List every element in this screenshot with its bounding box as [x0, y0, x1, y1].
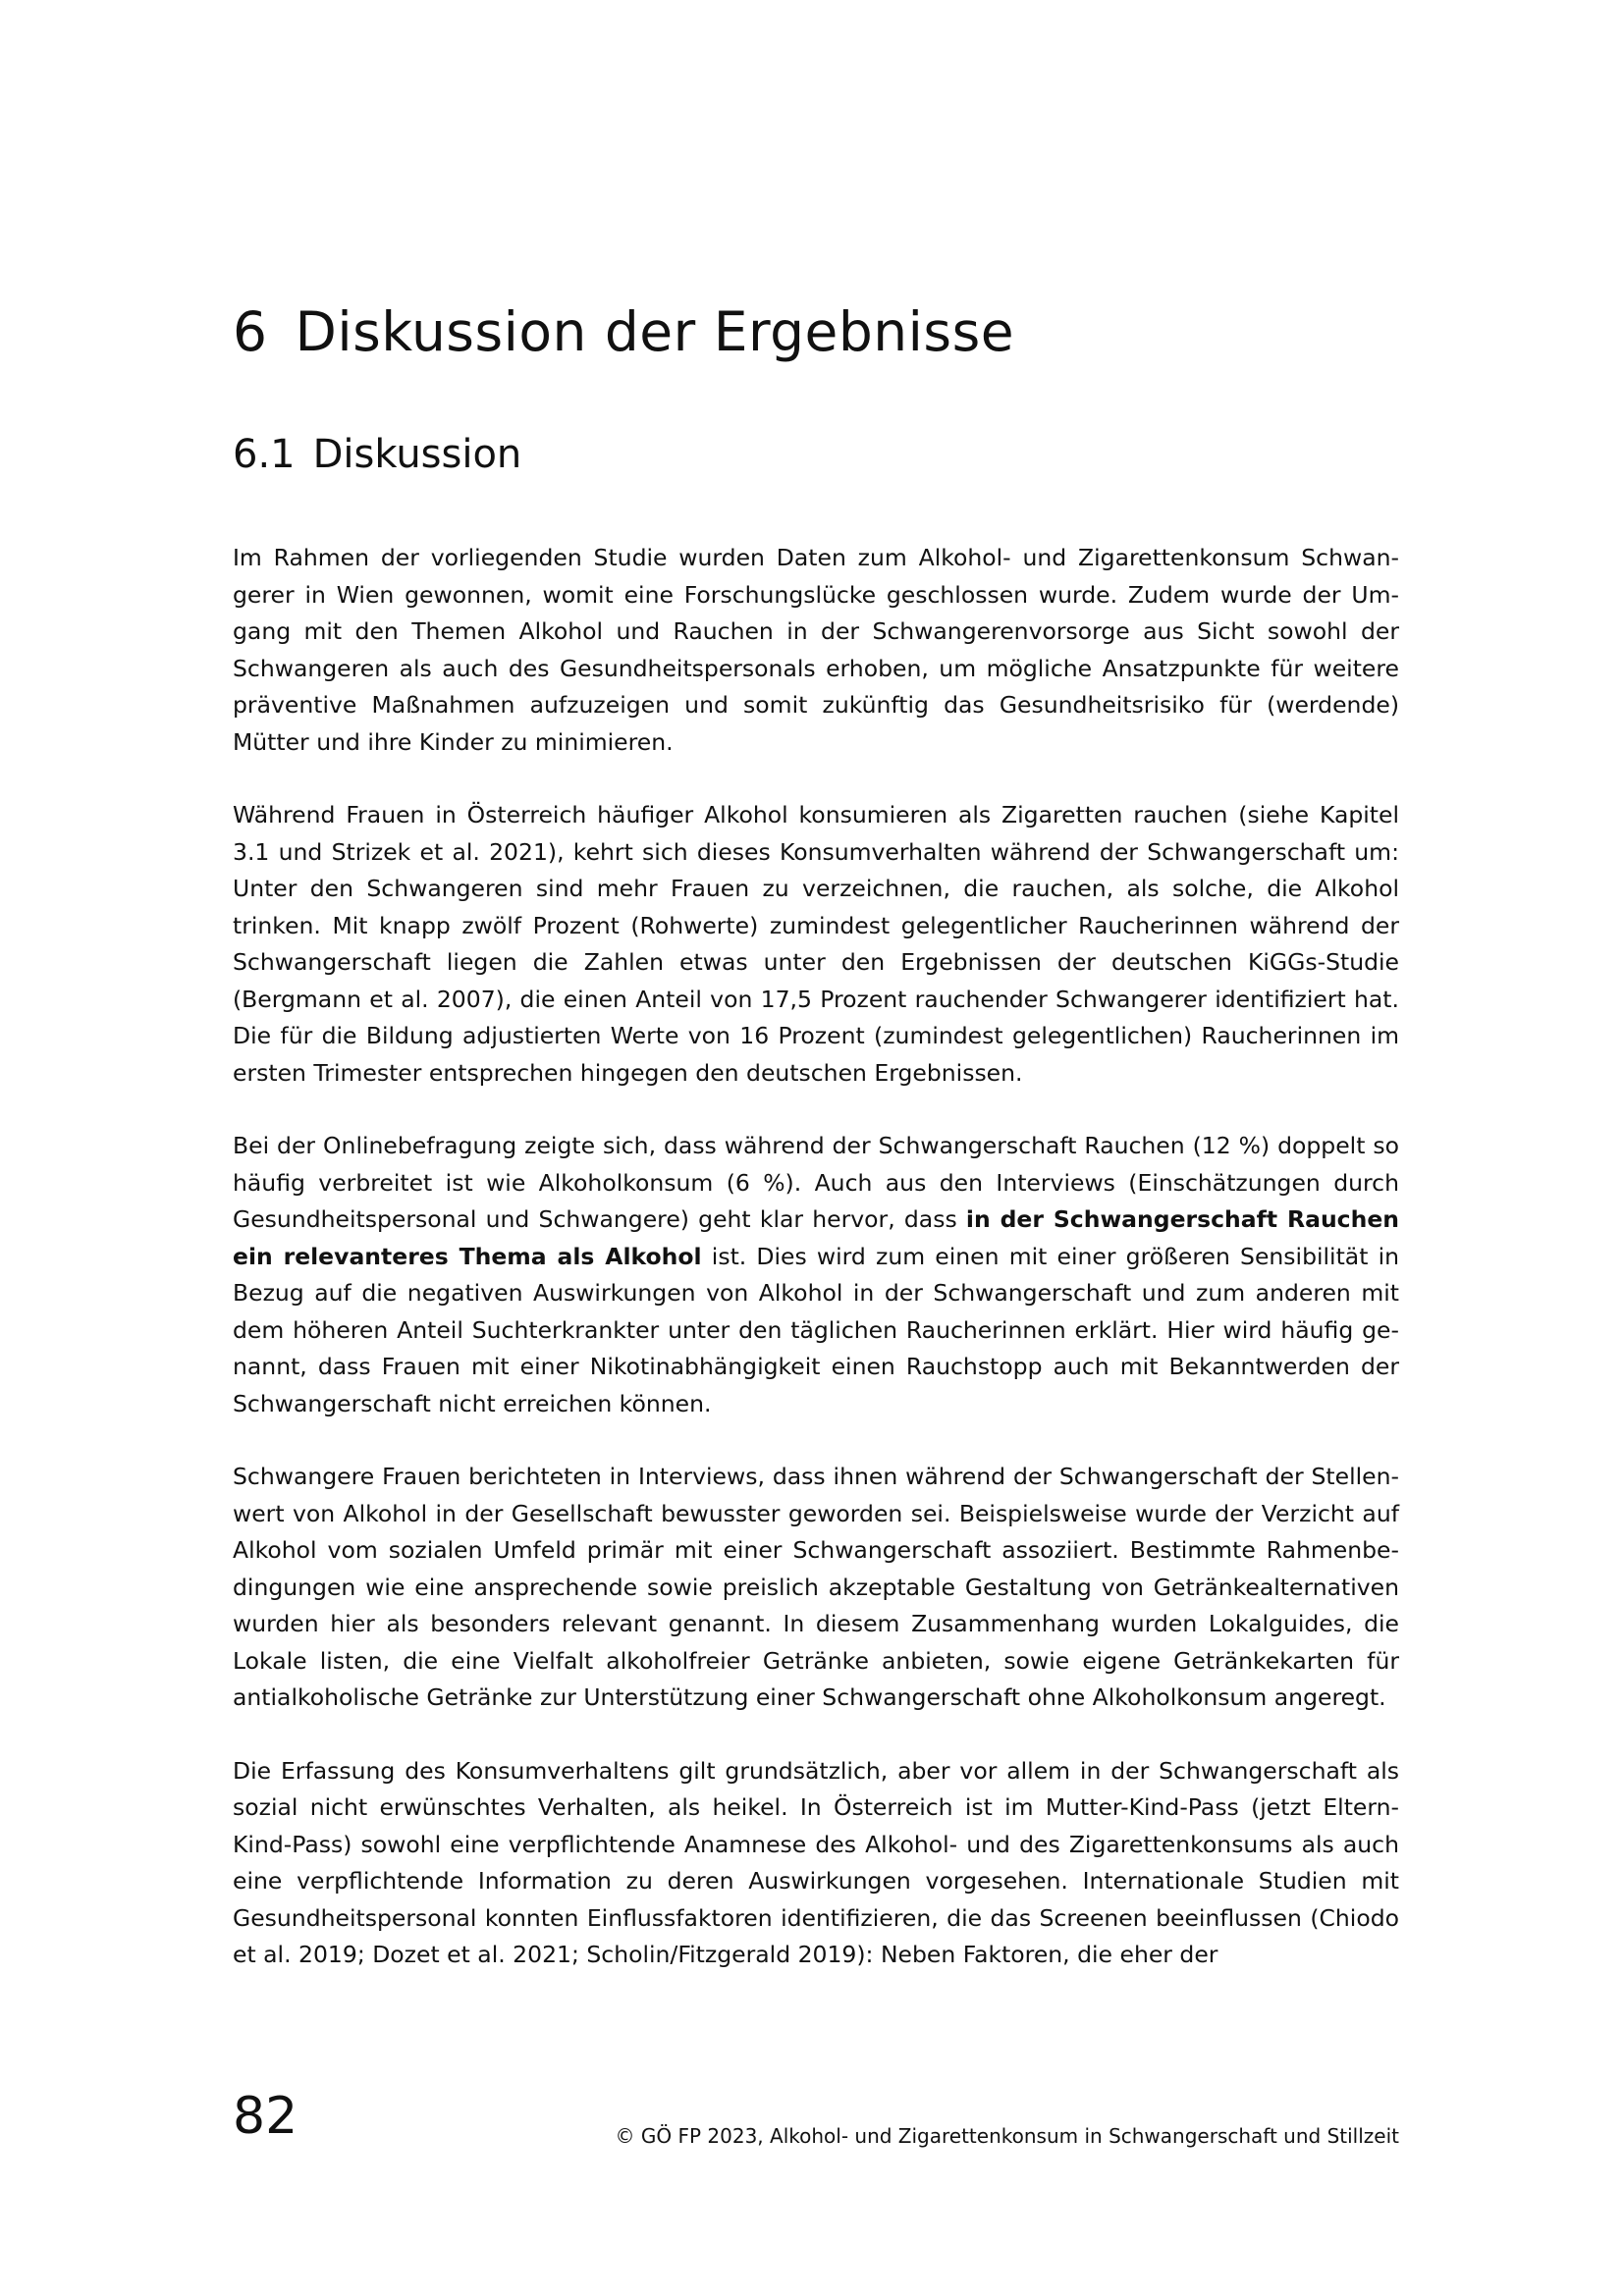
section-title-text: Diskussion	[312, 432, 522, 477]
page-number: 82	[233, 2087, 298, 2146]
chapter-title-text: Diskussion der Ergebnisse	[295, 300, 1015, 363]
paragraph-3-after: ist. Dies wird zum einen mit einer größeren Sensibilität in Bezug auf die negativen Auswirkungen von Alkohol in der Schwangerschaft und zum anderen mit dem höheren Anteil Suchterkrankter unter den täglichen Raucherinnen erklärt. Hier wird häufig genannt, dass Frauen mit einer Nikotinabhängigkeit einen Rauchstopp auch mit Bekanntwerden der Schwangerschaft nicht erreichen können.	[233, 1242, 1399, 1417]
paragraph-5: Die Erfassung des Konsumverhaltens gilt grundsätzlich, aber vor allem in der Schwangerschaft als sozial nicht erwünschtes Verhalten, als heikel. In Österreich ist im Mutter-Kind-Pass (jetzt Eltern-Kind-Pass) sowohl eine verpflichtende Anamnese des Alkohol- und des Zigarettenkonsums als auch eine verpflichtende Information zu deren Auswirkungen vorgesehen. Internationale Studien mit Gesundheitspersonal konnten Einflussfaktoren identifizieren, die das Screenen beeinflussen (Chiodo et al. 2019; Dozet et al. 2021; Scholin/Fitzgerald 2019): Neben Faktoren, die eher der	[233, 1756, 1399, 1968]
paragraph-2: Während Frauen in Österreich häufiger Alkohol konsumieren als Zigaretten rauchen (siehe Kapitel 3.1 und Strizek et al. 2021), kehrt sich dieses Konsumverhalten während der Schwangerschaft um: Unter den Schwangeren sind mehr Frauen zu verzeichnen, die rauchen, als solche, die Alkohol trinken. Mit knapp zwölf Prozent (Rohwerte) zumindest gelegentlicher Raucherinnen während der Schwangerschaft liegen die Zahlen etwas unter den Ergebnissen der deutschen KiGGs-Studie (Bergmann et al. 2007), die einen Anteil von 17,5 Prozent rauchender Schwangerer identifiziert hat. Die für die Bildung adjustierten Werte von 16 Prozent (zumindest gelegentlichen) Raucherinnen im ersten Trimester entsprechen hingegen den deutschen Ergebnissen.	[233, 801, 1399, 1087]
footer-copyright: © GÖ FP 2023, Alkohol- und Zigarettenkonsum in Schwangerschaft und Stillzeit	[615, 2124, 1399, 2148]
body-text	[233, 540, 1399, 2010]
paragraph-3-before: Bei der Onlinebefragung zeigte sich, dass während der Schwangerschaft Rauchen (12 %) doppelt so häufig verbreitet ist wie Alkoholkonsum (6 %). Auch aus den Interviews (Einschätzungen durch Gesundheitspersonal und Schwangere) geht klar hervor, dass	[233, 1132, 1399, 1233]
chapter-number: 6	[233, 300, 268, 363]
section-title	[233, 432, 521, 477]
paragraph-3-emphasis: in der Schwangerschaft Rauchen ein relevanteres Thema als Alkohol	[233, 1205, 1400, 1270]
paragraph-1: Im Rahmen der vorliegenden Studie wurden Daten zum Alkohol- und Zigarettenkonsum Schwangerer in Wien gewonnen, womit eine Forschungslücke geschlossen wurde. Zudem wurde der Umgang mit den Themen Alkohol und Rauchen in der Schwangerenvorsorge aus Sicht sowohl der Schwangeren als auch des Gesundheitspersonals erhoben, um mögliche Ansatzpunkte für weitere präventive Maßnahmen aufzuzeigen und somit zukünftig das Gesundheitsrisiko für (werdende) Mütter und ihre Kinder zu minimieren.	[233, 544, 1399, 756]
chapter-title	[233, 300, 1014, 363]
paragraph-4: Schwangere Frauen berichteten in Interviews, dass ihnen während der Schwangerschaft der Stellenwert von Alkohol in der Gesellschaft bewusster geworden sei. Beispielsweise wurde der Verzicht auf Alkohol vom sozialen Umfeld primär mit einer Schwangerschaft assoziiert. Bestimmte Rahmenbedingungen wie eine ansprechende sowie preislich akzeptable Gestaltung von Getränkealternativen wurden hier als besonders relevant genannt. In diesem Zusammenhang wurden Lokalguides, die Lokale listen, die eine Vielfalt alkoholfreier Getränke anbieten, sowie eigene Getränkekarten für antialkoholische Getränke zur Unterstützung einer Schwangerschaft ohne Alkoholkonsum angeregt.	[233, 1463, 1399, 1711]
section-number: 6.1	[233, 432, 296, 477]
paragraph-3	[233, 1128, 1399, 1422]
